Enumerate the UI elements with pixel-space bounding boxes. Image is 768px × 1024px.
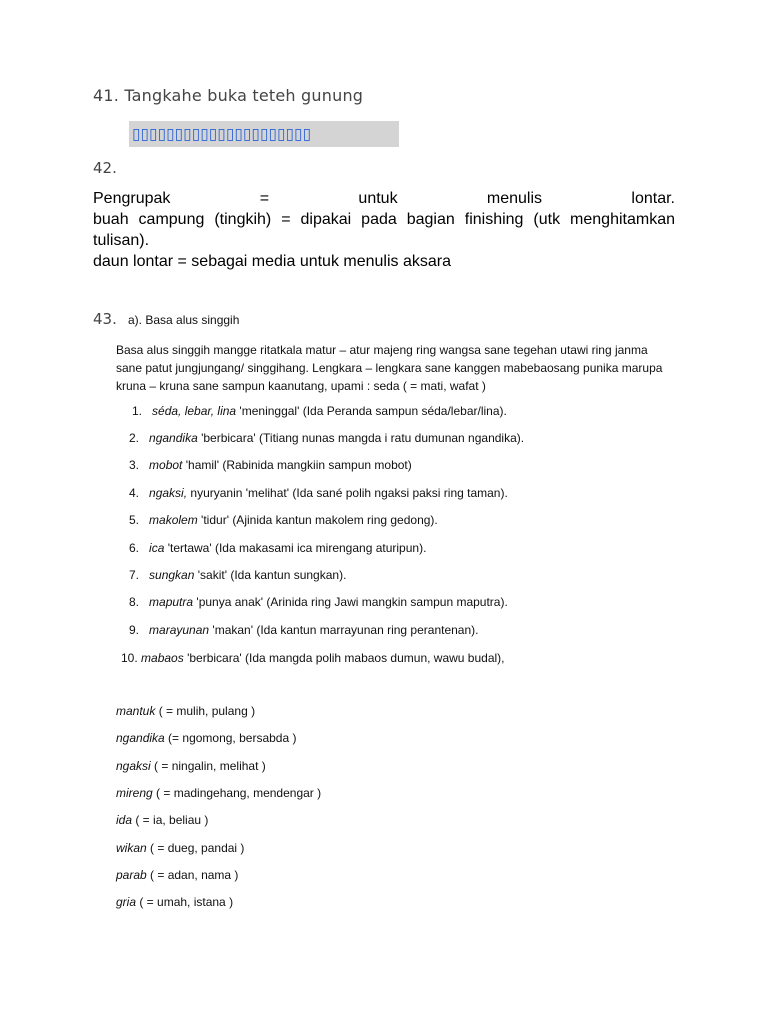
q41-number: 41. [93, 86, 120, 105]
list-item-text: 'punya anak' (Arinida ring Jawi mangkin sampun maputra). [193, 595, 508, 609]
glossary-term: wikan [116, 841, 147, 855]
list-item-term: maputra [149, 595, 194, 609]
list-item-number: 2. [129, 431, 140, 445]
q42-paragraph [93, 188, 675, 272]
q41-heading [93, 86, 363, 105]
list-item-number: 7. [129, 568, 140, 582]
list-item-number: 3. [129, 458, 140, 472]
list-item-term: ngandika [149, 431, 198, 445]
q42-word-4: menulis [486, 190, 543, 207]
list-item-text: 'tertawa' (Ida makasami ica mirengang aturipun). [164, 541, 427, 555]
glossary-item [116, 813, 208, 827]
glossary-term: gria [116, 895, 137, 909]
list-item [129, 431, 524, 445]
q43-intro-paragraph: Basa alus singgih mangge ritatkala matur – atur majeng ring wangsa sane tegehan utawi ring janma sane patut jungjungang/ singgihang. Lengkara – lengkara sane kanggen mabebaosang punika marupa kruna – kruna sane sampun kaanutang, upami : seda ( = mati, wafat ) [116, 343, 663, 393]
list-item-term: ngaksi, [149, 486, 188, 500]
glossary-meaning: ( = dueg, pandai ) [146, 841, 245, 855]
q42-word-5: lontar. [631, 190, 675, 207]
glossary-item [116, 731, 296, 745]
list-item-term: marayunan [149, 623, 210, 637]
q43-sub-heading: a). Basa alus singgih [128, 313, 240, 327]
q42-line-3: tulisan). [93, 232, 150, 249]
list-item-term: mabaos [141, 651, 184, 665]
glossary-item [116, 841, 244, 855]
list-item-number: 5. [129, 513, 140, 527]
list-item-term: makolem [149, 513, 198, 527]
list-item-text: 'meninggal' (Ida Peranda sampun séda/lebar/lina). [236, 404, 507, 418]
list-item [129, 623, 478, 637]
list-item-term: sungkan [149, 568, 195, 582]
q42-line-1 [93, 188, 675, 209]
list-item-term: mobot [149, 458, 183, 472]
q42-word-1: Pengrupak [93, 190, 171, 207]
list-item [129, 513, 438, 527]
glossary-meaning: ( = umah, istana ) [136, 895, 234, 909]
list-item-number: 4. [129, 486, 140, 500]
q42-word-3: untuk [358, 190, 398, 207]
list-item [121, 651, 505, 665]
list-item-text: 'makan' (Ida kantun marrayunan ring perantenan). [209, 623, 479, 637]
glossary-meaning: ( = ia, beliau ) [132, 813, 209, 827]
glossary-term: ngandika [116, 731, 165, 745]
q42-line-2: buah campung (tingkih) = dipakai pada bagian finishing (utk menghitamkan [93, 211, 675, 228]
glossary-term: mantuk [116, 704, 156, 718]
list-item [129, 568, 346, 582]
list-item-number: 8. [129, 595, 140, 609]
q43-number: 43. [93, 310, 117, 328]
list-item [129, 458, 412, 472]
list-item [132, 404, 507, 418]
list-item [129, 595, 508, 609]
glossary-meaning: ( = adan, nama ) [146, 868, 239, 882]
glossary-item [116, 759, 266, 773]
list-item-term: ica [149, 541, 165, 555]
list-item-number: 6. [129, 541, 140, 555]
list-item-text: 'tidur' (Ajinida kantun makolem ring gedong). [197, 513, 438, 527]
list-item-text: 'berbicara' (Titiang nunas mangda i ratu dumunan ngandika). [197, 431, 525, 445]
glossary-meaning: ( = mulih, pulang ) [155, 704, 256, 718]
glossary-term: parab [116, 868, 147, 882]
glossary-term: ngaksi [116, 759, 151, 773]
q42-number: 42. [93, 159, 117, 177]
list-item [129, 486, 508, 500]
glossary-term: mireng [116, 786, 153, 800]
glossary-item [116, 786, 321, 800]
list-item-text: nyuryanin 'melihat' (Ida sané polih ngaksi paksi ring taman). [187, 486, 508, 500]
missing-glyph-highlight [129, 121, 399, 147]
glossary-item [116, 895, 233, 909]
glossary-meaning: (= ngomong, bersabda ) [164, 731, 297, 745]
list-item-text: 'hamil' (Rabinida mangkiin sampun mobot) [182, 458, 412, 472]
q42-word-2: = [259, 190, 270, 207]
glossary-item [116, 868, 238, 882]
glossary-term: ida [116, 813, 133, 827]
q42-line-4: daun lontar = sebagai media untuk menulis aksara [93, 253, 451, 270]
missing-glyph-text: ▯▯▯▯▯▯▯▯▯▯▯▯▯▯▯▯▯▯▯▯▯ [132, 125, 312, 143]
list-item-number: 1. [132, 404, 143, 418]
list-item-text: 'sakit' (Ida kantun sungkan). [194, 568, 347, 582]
glossary-item [116, 704, 255, 718]
glossary-meaning: ( = madingehang, mendengar ) [152, 786, 322, 800]
q41-title: Tangkahe buka teteh gunung [124, 86, 364, 105]
list-item-term: séda, lebar, lina [152, 404, 237, 418]
list-item-number: 9. [129, 623, 140, 637]
list-item [129, 541, 426, 555]
list-item-text: 'berbicara' (Ida mangda polih mabaos dumun, wawu budal), [183, 651, 505, 665]
list-item-number: 10. [121, 651, 138, 665]
glossary-meaning: ( = ningalin, melihat ) [150, 759, 266, 773]
